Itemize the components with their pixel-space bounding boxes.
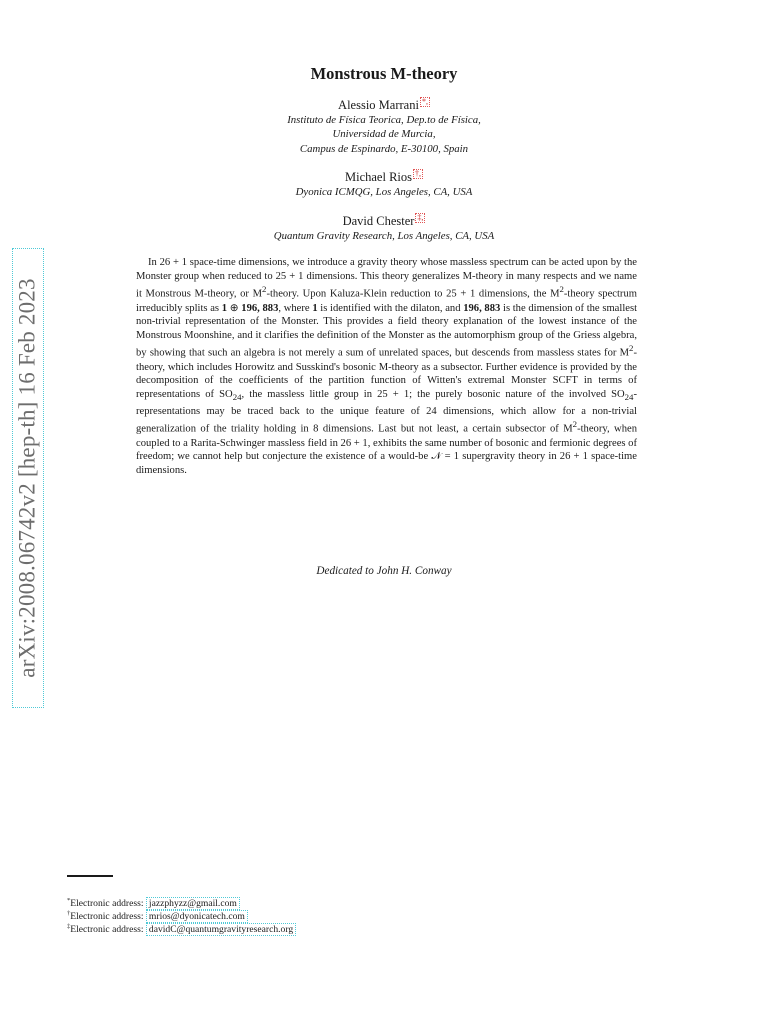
abstract: In 26 + 1 space-time dimensions, we introduce a gravity theory whose massless spectrum can be acted upon by the Monster group when reduced to 25 + 1 dimensions. This theory generalizes M-theory in many respects and we name it Monstrous M-theory, or $M^2$-theory. Upon Kaluza-Klein reduction to 25 + 1 dimensions, the $M^2$-theory spectrum irreducibly splits as 1 ⊕ 196, 883, where 1 is identified with the dilaton, and 196, 883 is the dimension of the smallest non-trivial representation of the Monster. This provides a field theory explanation of the lowest instance of the Monstrous Moonshine, and it clarifies the definition of the Monster as the automorphism group of the Griess algebra, by showing that such an algebra is not merely a sum of unrelated spaces, but descends from massless states for $M^2$-theory, which includes Horowitz and Susskind's bosonic M-theory as a subsector. Further evidence is provided by the decomposition of the coefficients of the partition function of Witten's extremal Monster SCFT in terms of representations of $SO_{24}$, the massless little group in 25 + 1; the purely bosonic nature of the involved $SO_{24}$-representations may be traced back to the unique feature of 24 dimensions, which allow for a non-trivial generalization of the triality holding in 8 dimensions. Last but not least, a certain subsector of $M^2$-theory, when coupled to a Rarita-Schwinger massless field in 26 + 1, exhibits the same number of bosonic and fermionic degrees of freedom; we cannot help but conjecture the existence of a would-be 𝒩 = 1 supergravity theory in 26 + 1 space-time dimensions. [136,257,638,476]
affiliation-line: Universidad de Murcia, [332,128,436,141]
footnote-label: Electronic address: [70,923,146,935]
footnote-item [67,911,296,924]
footnote-symbol: † [67,909,71,917]
author-name: Michael Rios [344,170,412,185]
footnote-label: Electronic address: [70,898,146,910]
footnote-item [67,924,296,937]
email-link[interactable]: davidC@quantumgravityresearch.org [146,923,296,936]
footnote-link[interactable]: †, [415,169,421,178]
arxiv-identifier-text: arXiv:2008.06742v2 [hep-th] 16 Feb 2023 [15,278,41,678]
email-link[interactable]: mrios@dyonicatech.com [146,910,248,923]
footnote-link[interactable]: *, [421,97,428,106]
footnote-rule [67,875,113,877]
footnote-symbol: * [67,897,71,904]
author-block-marrani [0,97,768,156]
footnote-link[interactable]: ‡, [417,213,424,222]
paper-title: Monstrous M-theory [310,64,458,83]
arxiv-identifier-stamp[interactable] [12,248,44,708]
footnote-symbol: ‡ [67,922,71,930]
footnotes [67,898,296,936]
affiliation-line: Quantum Gravity Research, Los Angeles, CA, USA [273,230,495,243]
affiliation-line: Instituto de Física Teorica, Dep.to de Física, [287,114,481,127]
dedication: Dedicated to John H. Conway [316,565,452,577]
author-name: Alessio Marrani [338,98,419,113]
author-block-chester [0,213,768,243]
affiliation-line: Dyonica ICMQG, Los Angeles, CA, USA [295,186,473,199]
author-name: David Chester [342,214,415,229]
footnote-label: Electronic address: [70,910,146,922]
footnote-item [67,898,296,911]
email-link[interactable]: jazzphyzz@gmail.com [146,897,240,910]
author-block-rios [0,169,768,199]
affiliation-line: Campus de Espinardo, E-30100, Spain [299,142,469,155]
